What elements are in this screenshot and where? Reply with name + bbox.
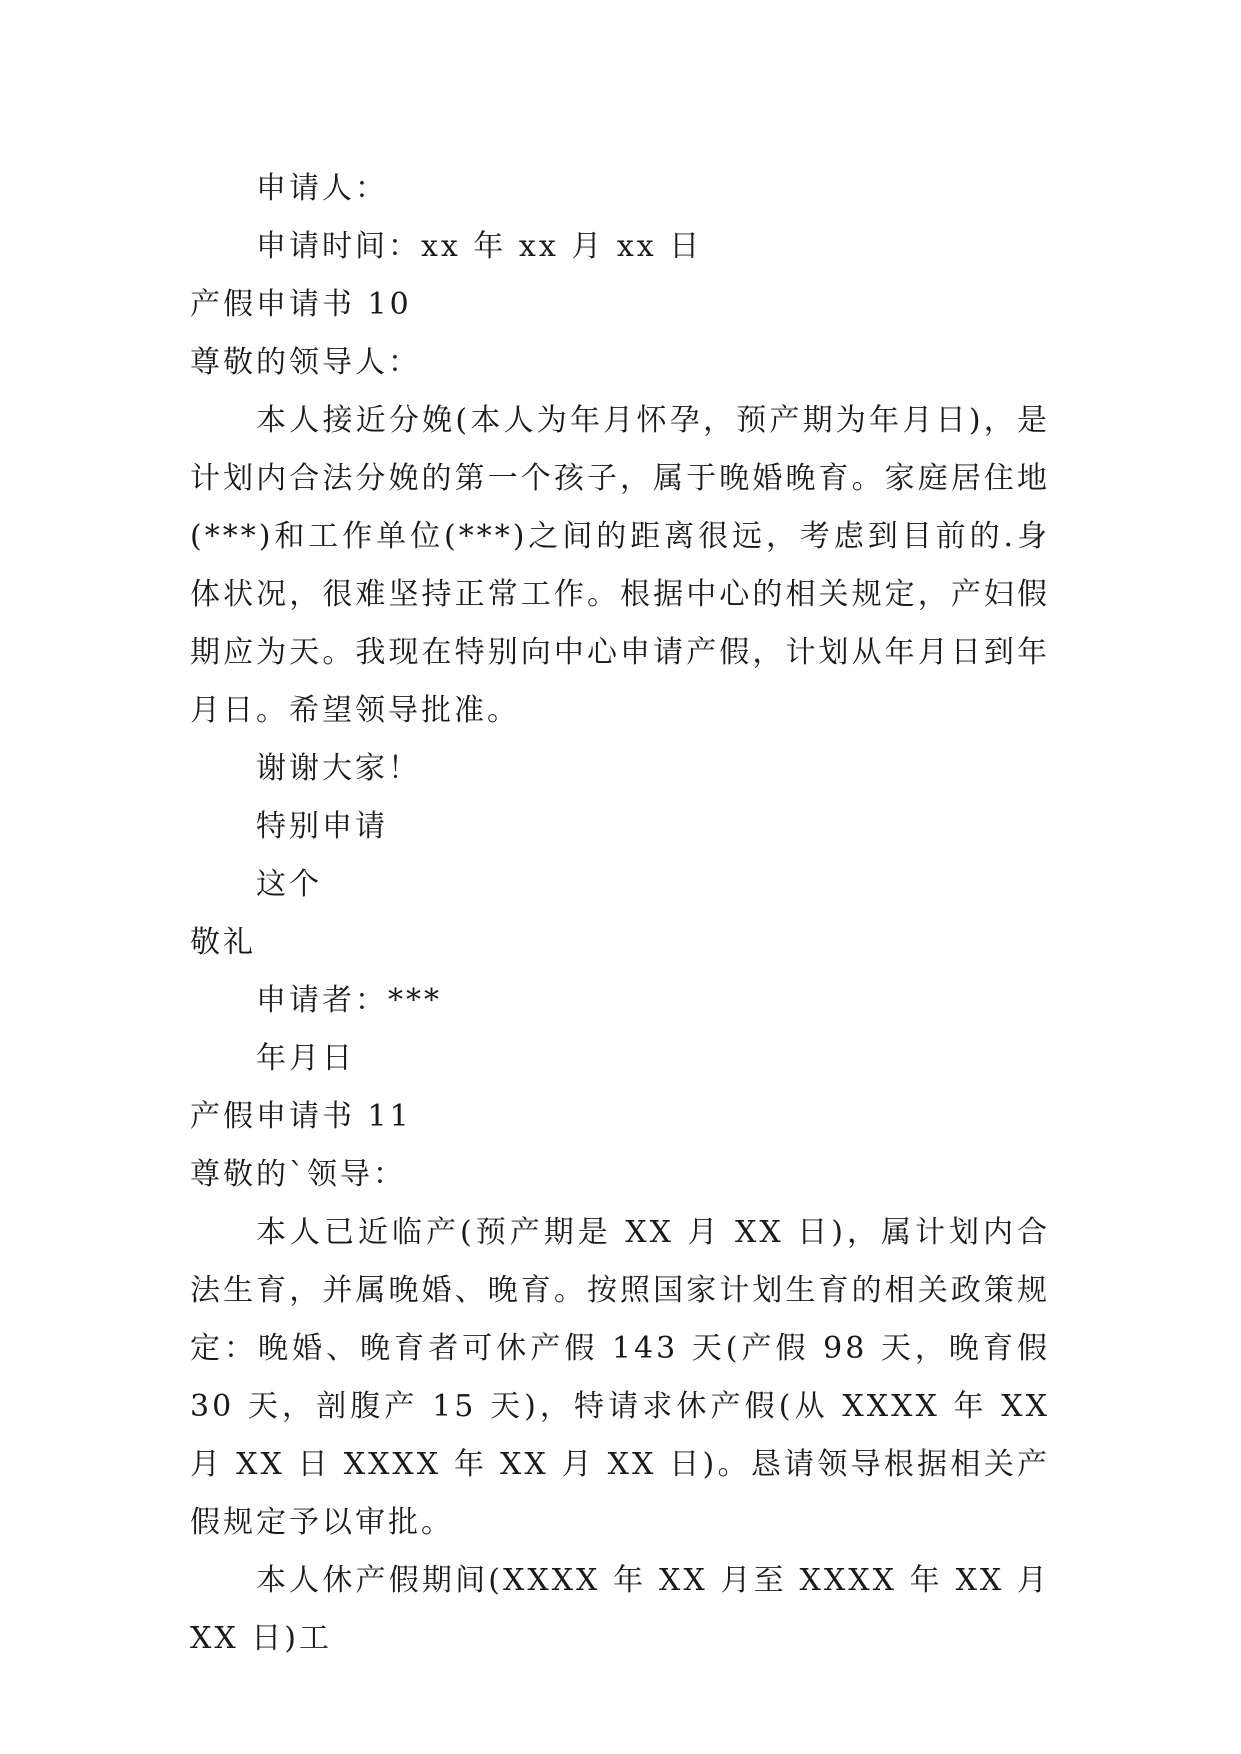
application-date-line: 申请时间：xx 年 xx 月 xx 日 (256, 229, 703, 264)
section-heading-11: 产假申请书 11 (190, 1099, 412, 1134)
body-paragraph-11: 本人已近临产(预产期是 XX 月 XX 日)，属计划内合法生育，并属晚婚、晚育。按照国家计划生育的相关政策规定：晚婚、晚育者可休产假 143 天(产假 98 天，晚育假 30 天，剖腹产 15 天)，特请求休产假(从 XXXX 年 XX 月 XX 日 XXXX 年 XX 月 XX 日)。恳请领导根据相关产假规定予以审批。 (190, 1215, 1050, 1540)
salute-line: 敬礼 (190, 925, 256, 960)
document-page (190, 160, 1050, 1668)
applicant-signature-line: 申请者：*** (256, 983, 442, 1018)
salutation-11: 尊敬的`领导： (190, 1157, 406, 1192)
date-placeholder-line: 年月日 (256, 1041, 355, 1076)
applicant-line: 申请人： (256, 171, 388, 206)
special-request-line: 特别申请 (256, 809, 388, 844)
body-paragraph-11-continued: 本人休产假期间(XXXX 年 XX 月至 XXXX 年 XX 月 XX 日)工 (190, 1563, 1050, 1656)
section-heading-10: 产假申请书 10 (190, 287, 412, 322)
body-paragraph-10: 本人接近分娩(本人为年月怀孕，预产期为年月日)，是计划内合法分娩的第一个孩子，属于晚婚晚育。家庭居住地(***)和工作单位(***)之间的距离很远，考虑到目前的.身体状况，很难坚持正常工作。根据中心的相关规定，产妇假期应为天。我现在特别向中心申请产假，计划从年月日到年月日。希望领导批准。 (190, 403, 1050, 728)
this-line: 这个 (256, 867, 322, 902)
salutation-10: 尊敬的领导人： (190, 345, 421, 380)
thanks-line: 谢谢大家！ (256, 751, 421, 786)
